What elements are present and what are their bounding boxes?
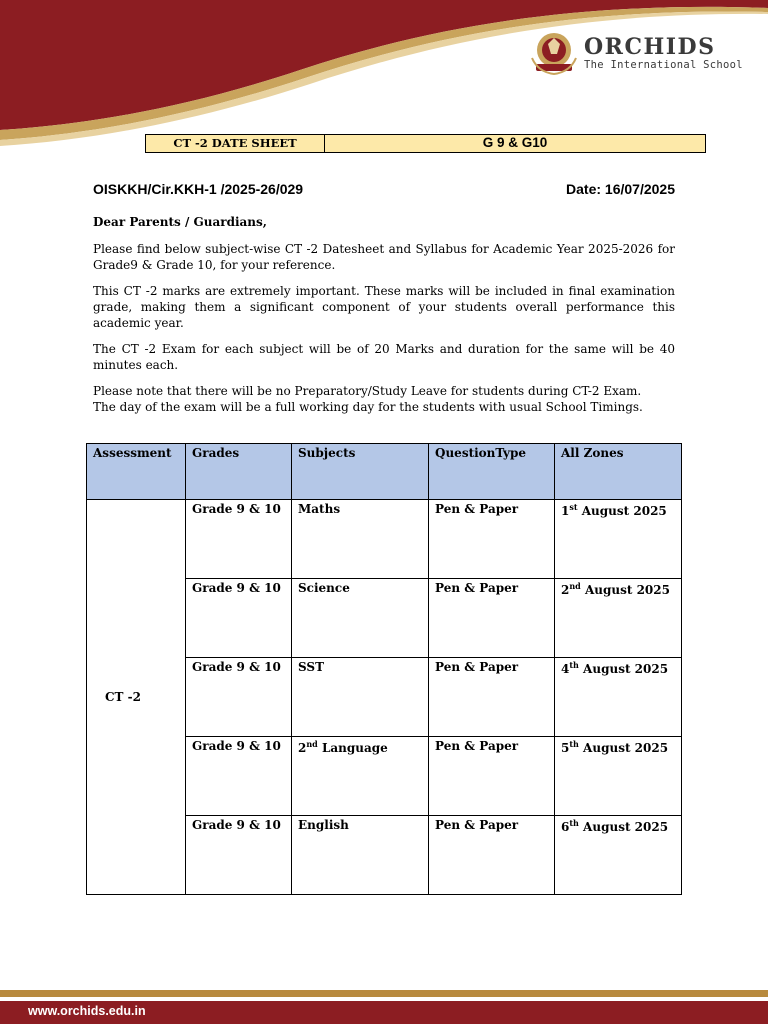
- question-type-cell: Pen & Paper: [429, 816, 555, 895]
- question-type-cell: Pen & Paper: [429, 737, 555, 816]
- school-name: ORCHIDS: [584, 33, 716, 60]
- date-cell: 2nd August 2025: [555, 579, 682, 658]
- paragraph-working-day: The day of the exam will be a full working day for the students with usual School Timings.: [93, 400, 643, 414]
- subject-cell: Science: [292, 579, 429, 658]
- date-cell: 1st August 2025: [555, 500, 682, 579]
- grade-cell: Grade 9 & 10: [186, 658, 292, 737]
- subject-cell: Maths: [292, 500, 429, 579]
- grade-cell: Grade 9 & 10: [186, 816, 292, 895]
- date-cell: 6th August 2025: [555, 816, 682, 895]
- assessment-cell: CT -2: [87, 500, 186, 895]
- table-header-row: [87, 444, 682, 500]
- letter-body: [93, 214, 675, 425]
- date-cell: 4th August 2025: [555, 658, 682, 737]
- header-grades: Grades: [186, 444, 292, 500]
- paragraph-importance: This CT -2 marks are extremely important. These marks will be included in final examination grade, making them a significant component of your students overall performance this academic year.: [93, 284, 675, 330]
- table-row: [87, 500, 682, 579]
- greeting: Dear Parents / Guardians,: [93, 215, 267, 229]
- circular-reference-line: [93, 181, 675, 197]
- paragraph-exam-details: The CT -2 Exam for each subject will be of 20 Marks and duration for the same will be 40 minutes each.: [93, 342, 675, 372]
- crest-icon: [528, 28, 580, 78]
- subject-cell: 2nd Language: [292, 737, 429, 816]
- circular-number: OISKKH/Cir.KKH-1 /2025-26/029: [93, 181, 304, 197]
- question-type-cell: Pen & Paper: [429, 579, 555, 658]
- header-question-type: QuestionType: [429, 444, 555, 500]
- question-type-cell: Pen & Paper: [429, 658, 555, 737]
- grades-title: G 9 & G10: [482, 135, 548, 150]
- header-subjects: Subjects: [292, 444, 429, 500]
- grade-cell: Grade 9 & 10: [186, 737, 292, 816]
- header-all-zones: All Zones: [555, 444, 682, 500]
- date-cell: 5th August 2025: [555, 737, 682, 816]
- paragraph-intro: Please find below subject-wise CT -2 Datesheet and Syllabus for Academic Year 2025-2026 for Grade9 & Grade 10, for your reference.: [93, 242, 675, 272]
- title-bar: [145, 134, 706, 153]
- circular-date: Date: 16/07/2025: [566, 181, 675, 197]
- subject-cell: SST: [292, 658, 429, 737]
- school-logo: [528, 28, 743, 78]
- datesheet-title: CT -2 DATE SHEET: [146, 135, 325, 152]
- footer-gold-stripe: [0, 990, 768, 997]
- subject-cell: English: [292, 816, 429, 895]
- grade-cell: Grade 9 & 10: [186, 500, 292, 579]
- exam-schedule-table: [86, 443, 682, 895]
- grade-cell: Grade 9 & 10: [186, 579, 292, 658]
- footer-website-link[interactable]: www.orchids.edu.in: [28, 1004, 146, 1018]
- school-tagline: The International School: [584, 58, 743, 71]
- question-type-cell: Pen & Paper: [429, 500, 555, 579]
- paragraph-no-leave: Please note that there will be no Preparatory/Study Leave for students during CT-2 Exam.: [93, 384, 642, 398]
- header-assessment: Assessment: [87, 444, 186, 500]
